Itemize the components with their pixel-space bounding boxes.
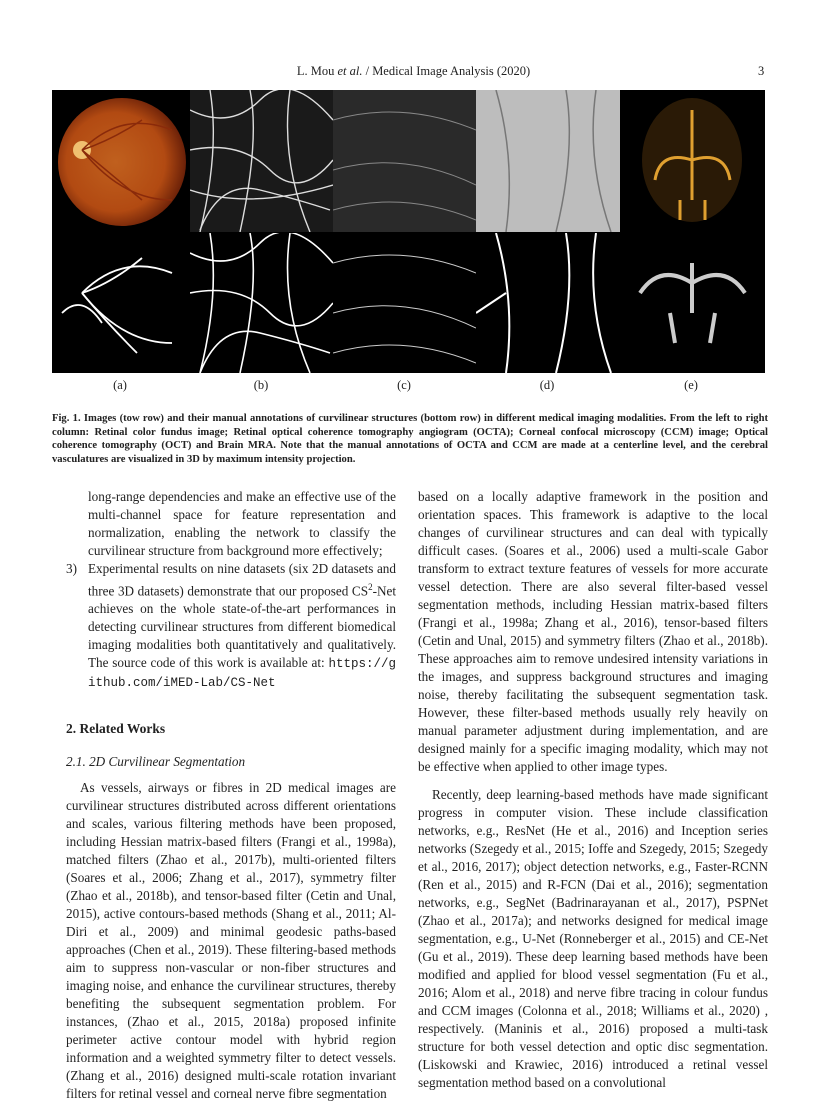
superscript: 2 (368, 582, 373, 592)
subsection-heading: 2.1. 2D Curvilinear Segmentation (66, 754, 246, 770)
figure-1-image-grid (52, 90, 765, 373)
figure-caption: Fig. 1. Images (tow row) and their manual annotations of curvilinear structures (bottom row) in different medical imaging modalities. From the left to right column: Retinal color fundus image; Retinal optical coherence tomography angiogram (OCTA); Corneal confocal microscopy (CCM) image; Optical coherence tomography (OCT) and Brain MRA. Note that the manual annotations of OCTA and CCM are made at a centerline level, and the cerebral vasculatures are visualized in 3D by maximum intensity projection. (52, 413, 768, 465)
panel-label-d: (d) (539, 378, 555, 392)
source-code-link[interactable]: https://github.com/iMED-Lab/CS-Net (88, 657, 396, 691)
list-text-continued: -Net achieves on the whole state-of-the-art performances in detecting curvilinear structures from different biomedical imaging modalities both quantitatively and qualitatively. The source code of this work is available at: (88, 583, 396, 671)
panel-d-annotation (476, 233, 620, 373)
panel-b-annotation (190, 233, 333, 373)
body-paragraph: As vessels, airways or fibres in 2D medical images are curvilinear structures distributed across different orientations and scales, various filtering methods have been proposed, including Hessian matrix-based filters (Frangi et al., 1998a), matched filters (Zhao et al., 2017b), multi-oriented filters (Soares et al., 2006; Zhang et al., 2017), symmetry filter (Zhao et al., 2018b), and tensor-based filter (Cetin and Unal, 2015), active contours-based methods (Shang et al., 2011; Al-Diri et al., 2009) and minimal geodesic paths-based approaches (Chen et al., 2019). These filtering-based methods aim to suppress non-vascular or non-fiber structures and imaging noise, and enhance the curvilinear structures, thereby benefiting the subsequent segmentation problem. For instances, (Zhao et al., 2015, 2018a) proposed infinite perimeter active contour model with hybrid region information and a weighted symmetry filter to detect vessels. (Zhang et al., 2016) designed multi-scale rotation invariant filters for retinal vessel and corneal nerve fibre segmentation (66, 780, 396, 1102)
running-head-authors: L. Mou (296, 64, 338, 78)
panel-a-fundus-image (52, 90, 190, 232)
panel-c-ccm-image (333, 90, 476, 232)
panel-e-annotation (620, 233, 765, 373)
panel-b-octa-image (190, 90, 333, 232)
list-text: Experimental results on nine datasets (six 2D datasets and three 3D datasets) demonstrate that our proposed CS (88, 561, 396, 599)
page-number: 3 (758, 64, 765, 78)
running-head (0, 64, 827, 79)
list-item-3 (66, 560, 396, 692)
list-number: 3) (66, 561, 77, 576)
right-column (418, 488, 768, 1092)
panel-d-oct-image (476, 90, 620, 232)
panel-label-a: (a) (113, 378, 127, 392)
section-heading: 2. Related Works (66, 721, 166, 737)
list-item-2-continuation: long-range dependencies and make an effective use of the multi-channel space for feature representation and normalization, enabling the network to classify the curvilinear structure from background more effectively; (88, 489, 396, 558)
running-head-journal: / Medical Image Analysis (2020) (362, 64, 531, 78)
panel-label-c: (c) (397, 378, 411, 392)
panel-c-annotation (333, 233, 476, 373)
panel-label-e: (e) (684, 378, 698, 392)
body-paragraph: based on a locally adaptive framework in the position and orientation spaces. This framework is adaptive to the local changes of curvilinear structures and can deal with typically difficult cases. (Soares et al., 2006) used a multi-scale Gabor transform to extract texture features of vessels for more accurate vessel detection. There are also several filter-based vessel segmentation methods, including Hessian matrix-based filters (Frangi et al., 1998a; Zhang et al., 2016), tensor-based filters (Cetin and Unal, 2015) and symmetry filters (Zhao et al., 2018b). These approaches aim to remove undesired intensity variations in the images, and suppress background structures and imaging noise, thereby facilitating the subsequent segmentation task. However, these filter-based methods usually rely heavily on manual parameter adjustment during implementation, and are designed mainly for a specific imaging modality, which may not be effective when applied to other image types. (418, 489, 768, 774)
panel-a-annotation (52, 233, 190, 373)
left-column (66, 488, 396, 1103)
body-paragraph: Recently, deep learning-based methods have made significant progress in computer vision. These include classification networks, e.g., ResNet (He et al., 2016) and Inception series networks (Szegedy et al., 2015; Ioffe and Szegedy, 2015; Szegedy et al., 2016, 2017); object detection networks, e.g., Faster-RCNN (Ren et al., 2015) and R-FCN (Dai et al., 2016); segmentation networks, e.g., SegNet (Badrinarayanan et al., 2017), PSPNet (Zhao et al., 2017a); and networks designed for medical image segmentation, e.g., U-Net (Ronneberger et al., 2015) and CE-Net (Gu et al., 2019). These deep learning based methods have been modified and applied for blood vessel segmentation (Fu et al., 2016; Alom et al., 2018) and nerve fibre tracing in colour fundus and CCM images (Colonna et al., 2018; Williams et al., 2020) , respectively. (Maninis et al., 2016) proposed a multi-task structure for both vessel detection and optic disc segmentation. (Liskowski and Krawiec, 2016) introduced a retinal vessel segmentation method based on a convolutional (418, 787, 768, 1090)
running-head-etal: et al. (337, 64, 363, 78)
panel-label-b: (b) (253, 378, 269, 392)
panel-e-brain-mra-image (620, 90, 765, 232)
